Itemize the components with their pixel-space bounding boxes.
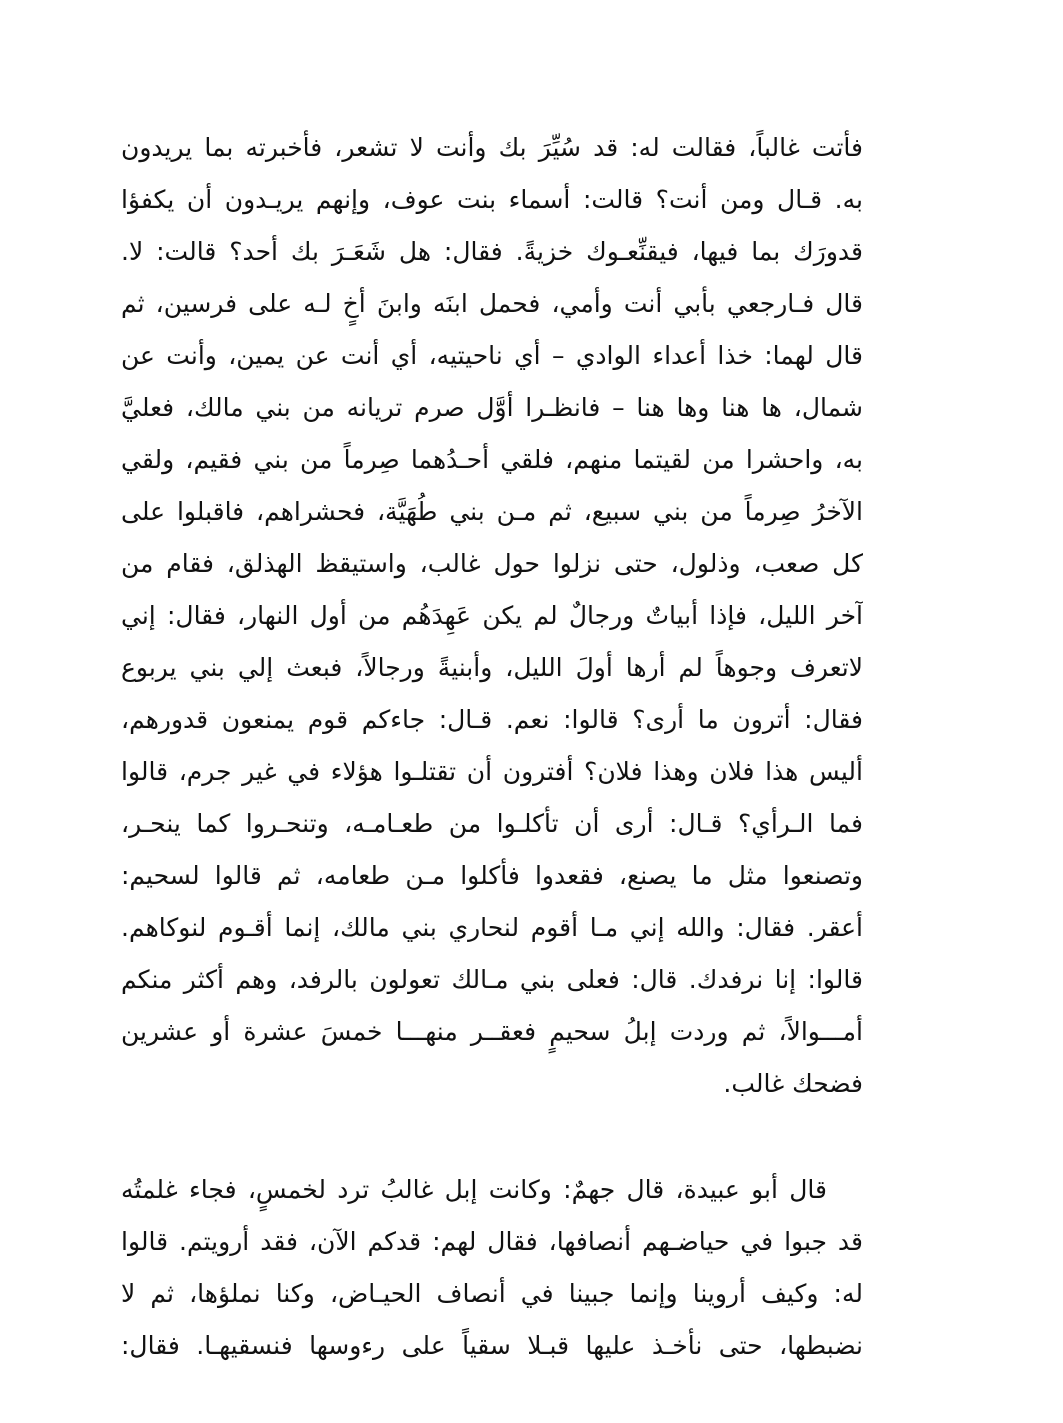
text-line: نضبطها، حتى نأخـذ عليها قبـلا سقياً على رءوسها فنسقيهـا. فقال:: [121, 1331, 863, 1360]
text-line: قال أبو عبيدة، قال جهمٌ: وكانت إبل غالبُ ترد لخمسٍ، فجاء غلمتُه: [121, 1175, 827, 1204]
text-line: فأتت غالباً، فقالت له: قد سُيِّرَ بك وأنت لا تشعر، فأخبرته بما يريدون: [121, 133, 863, 162]
text-line: فقال: أترون ما أرى؟ قالوا: نعم. قـال: جاءكم قوم يمنعون قدورهم،: [121, 705, 863, 734]
text-line: به. قـال ومن أنت؟ قالت: أسماء بنت عوف، وإنهم يريـدون أن يكفؤا: [121, 185, 863, 214]
text-line: لاتعرف وجوهاً لم أرها أولَ الليل، وأبنيةً ورجالاً، فبعث إلي بني يربوع: [121, 653, 863, 682]
text-line: فضحك غالب.: [723, 1069, 863, 1098]
paragraph-1: [121, 122, 863, 1110]
text-line: قال لهما: خذا أعداء الوادي – أي ناحيتيه، أي أنت عن يمين، وأنت عن: [121, 341, 863, 370]
text-line: فما الـرأي؟ قـال: أرى أن تأكلـوا من طعـامـه، وتنحـروا كما ينحـر،: [121, 809, 863, 838]
text-line: أليس هذا فلان وهذا فلان؟ أفترون أن تقتلـوا هؤلاء في غير جرم، قالوا: [121, 757, 863, 786]
text-line: آخر الليل، فإذا أبياتٌ ورجالٌ لم يكن عَهِدَهُم من أول النهار، فقال: إني: [121, 601, 863, 630]
text-line: قد جبوا في حياضـهم أنصافها، فقال لهم: قدكم الآن، فقد أرويتم. قالوا: [121, 1227, 863, 1256]
text-line: أعقر. فقال: والله إني مـا أقوم لنحاري بني مالك، إنما أقـوم لنوكاهم.: [121, 913, 863, 942]
text-line: قال فـارجعي بأبي أنت وأمي، فحمل ابنَه وابنَ أخٍ لـه على فرسين، ثم: [121, 289, 863, 318]
text-line: به، واحشرا من لقيتما منهم، فلقي أحـدُهما صِرماً من بني فقيم، ولقي: [121, 445, 863, 474]
text-line: أمـــوالاً، ثم وردت إبلُ سحيمٍ فعقــر منهـــا خمسَ عشرة أو عشرين: [121, 1017, 863, 1046]
text-line: وتصنعوا مثل ما يصنع، فقعدوا فأكلوا مـن طعامه، ثم قالوا لسحيم:: [121, 861, 863, 890]
text-line: قالوا: إنا نرفدك. قال: فعلى بني مـالك تعولون بالرفد، وهم أكثر منكم: [121, 965, 863, 994]
text-line: كل صعب، وذلول، حتى نزلوا حول غالب، واستيقظ الهذلق، فقام من: [121, 549, 863, 578]
text-line: شمال، ها هنا وها هنا – فانظـرا أوَّل صرم تريانه من بني مالك، فعليَّ: [121, 393, 863, 422]
text-line: الآخرُ صِرماً من بني سبيع، ثم مـن بني طُهَيَّة، فحشراهم، فاقبلوا على: [121, 497, 863, 526]
text-line: قدورَك بما فيها، فيقنِّعـوك خزيةً. فقال: هل شَعَـرَ بك أحد؟ قالت: لا.: [121, 237, 863, 266]
text-line: له: وكيف أروينا وإنما جبينا في أنصاف الحيـاض، وكنا نملؤها، ثم لا: [121, 1279, 863, 1308]
paragraph-2: [121, 1164, 863, 1372]
